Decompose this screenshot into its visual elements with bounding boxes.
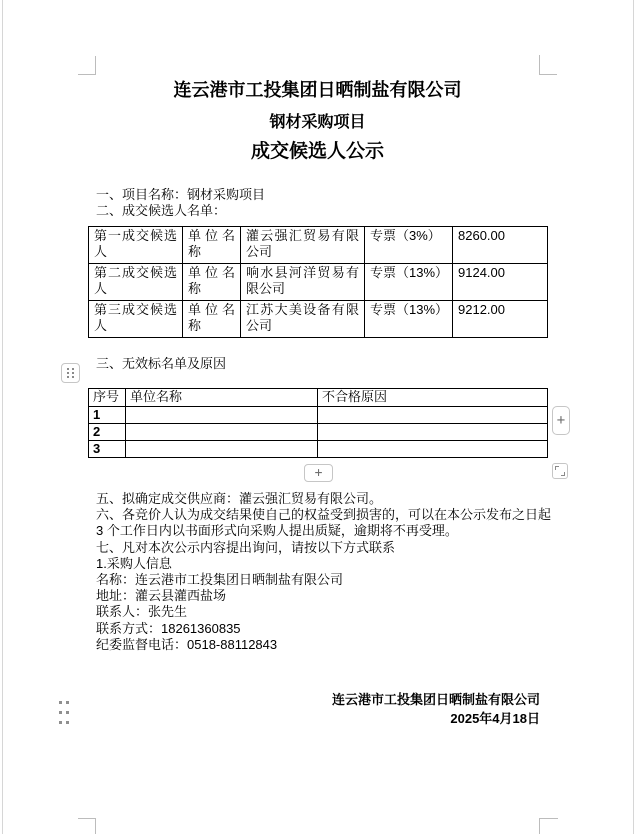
candidate-rank-cell[interactable]: 第三成交候选人	[89, 301, 183, 338]
margin-crop-mark-bottom-left	[78, 818, 96, 834]
company-cell[interactable]	[126, 407, 318, 424]
candidates-table	[88, 226, 548, 338]
add-column-button[interactable]	[552, 406, 570, 435]
paragraph-drag-handle[interactable]	[59, 700, 69, 724]
bid-amount-cell[interactable]: 8260.00	[453, 227, 548, 264]
doc-title-project: 钢材采购项目	[269, 114, 366, 131]
col-header-index[interactable]: 序号	[89, 389, 126, 407]
contact-phone-line: 联系方式：18261360835	[96, 620, 241, 636]
purchaser-name-line: 名称：连云港市工投集团日晒制盐有限公司	[96, 572, 344, 588]
invalid-bids-table	[88, 388, 548, 458]
signature-company: 连云港市工投集团日晒制盐有限公司	[331, 692, 540, 707]
table-move-handle[interactable]	[61, 363, 80, 383]
candidate-rank-cell[interactable]: 第一成交候选人	[89, 227, 183, 264]
table-row	[89, 227, 548, 264]
table-row	[89, 264, 548, 301]
table-resize-button[interactable]	[552, 463, 568, 479]
doc-title-company: 连云港市工投集团日晒制盐有限公司	[173, 80, 462, 100]
purchaser-address-line: 地址：灌云县灌西盐场	[96, 588, 227, 604]
row-index-cell[interactable]: 1	[89, 407, 126, 424]
invalid-bids-heading: 三、无效标名单及原因	[96, 356, 227, 371]
company-cell[interactable]	[126, 424, 318, 441]
invoice-type-cell[interactable]: 专票（13%）	[365, 301, 453, 338]
reason-cell[interactable]	[318, 424, 548, 441]
notice-body	[96, 491, 552, 653]
candidate-company-cell[interactable]: 灌云强汇贸易有限公司	[241, 227, 365, 264]
unit-name-label-cell[interactable]: 单位名称	[183, 301, 241, 338]
reason-cell[interactable]	[318, 441, 548, 458]
drag-dots-icon	[67, 368, 74, 378]
intro-section	[96, 187, 556, 219]
table-row	[89, 441, 548, 458]
unit-name-label-cell[interactable]: 单位名称	[183, 227, 241, 264]
bid-amount-cell[interactable]: 9124.00	[453, 264, 548, 301]
resize-corners-icon	[555, 466, 565, 476]
bid-amount-cell[interactable]: 9212.00	[453, 301, 548, 338]
purchaser-info-heading: 1.采购人信息	[96, 555, 172, 571]
contact-person-line: 联系人：张先生	[96, 604, 188, 620]
candidate-company-cell[interactable]: 响水县河洋贸易有限公司	[241, 264, 365, 301]
company-cell[interactable]	[126, 441, 318, 458]
signature-block	[96, 690, 540, 728]
add-row-button[interactable]	[304, 464, 333, 482]
plus-icon: +	[556, 412, 566, 428]
objection-line-1: 六、各竞价人认为成交结果使自己的权益受到损害的，可以在本公示发布之日起	[96, 507, 552, 523]
table-row	[89, 407, 548, 424]
doc-title-notice: 成交候选人公示	[250, 141, 384, 162]
candidate-rank-cell[interactable]: 第二成交候选人	[89, 264, 183, 301]
candidate-list-line: 二、成交候选人名单：	[96, 203, 227, 219]
margin-crop-mark-bottom-right	[539, 818, 558, 834]
reason-cell[interactable]	[318, 407, 548, 424]
unit-name-label-cell[interactable]: 单位名称	[183, 264, 241, 301]
objection-line-2: 3 个工作日内以书面形式向采购人提出质疑，逾期将不再受理。	[96, 523, 458, 539]
signature-date: 2025年4月18日	[450, 711, 540, 726]
table-row	[89, 424, 548, 441]
plus-icon: +	[314, 465, 323, 480]
inquiry-line: 七、凡对本次公示内容提出询问，请按以下方式联系	[96, 539, 396, 555]
col-header-reason[interactable]: 不合格原因	[318, 389, 548, 407]
project-name-line: 一、项目名称：钢材采购项目	[96, 187, 266, 202]
margin-crop-mark-top-left	[78, 56, 96, 75]
candidate-company-cell[interactable]: 江苏大美设备有限公司	[241, 301, 365, 338]
row-index-cell[interactable]: 2	[89, 424, 126, 441]
supplier-line: 五、拟确定成交供应商：灌云强汇贸易有限公司。	[96, 491, 383, 506]
invoice-type-cell[interactable]: 专票（13%）	[365, 264, 453, 301]
page-right-edge-line	[633, 0, 634, 834]
row-index-cell[interactable]: 3	[89, 441, 126, 458]
supervision-phone-line: 纪委监督电话：0518-88112843	[96, 636, 278, 652]
page-left-edge-line	[2, 0, 3, 834]
table-row	[89, 301, 548, 338]
invoice-type-cell[interactable]: 专票（3%）	[365, 227, 453, 264]
table-header-row	[89, 389, 548, 407]
col-header-company[interactable]: 单位名称	[126, 389, 318, 407]
margin-crop-mark-top-right	[539, 55, 557, 75]
